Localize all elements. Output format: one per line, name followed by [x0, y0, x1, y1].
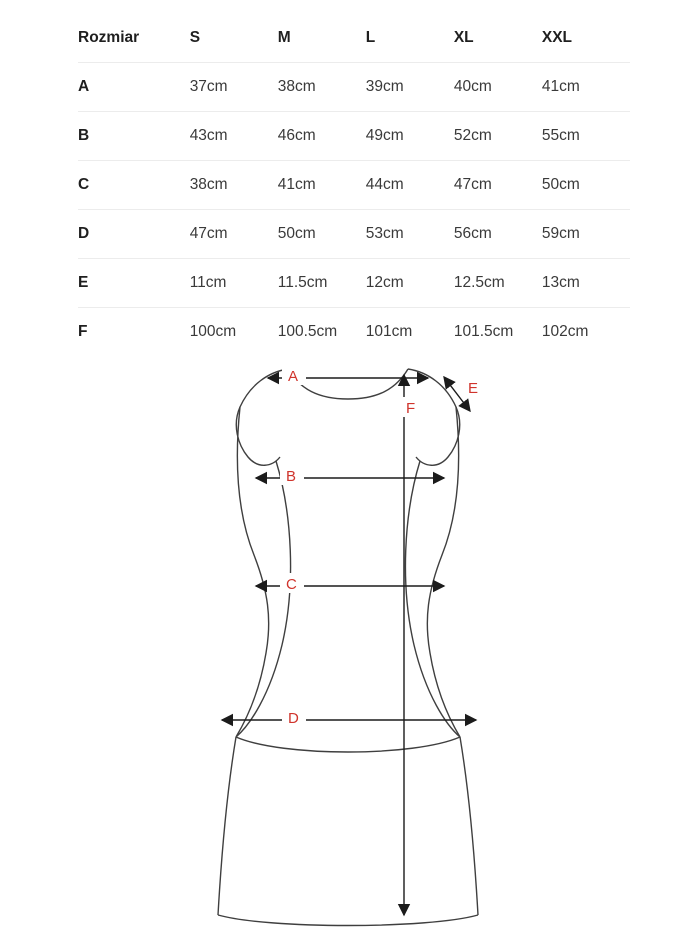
cell-e-xl: 12.5cm [454, 259, 542, 308]
cell-c-l: 44cm [366, 161, 454, 210]
cell-e-xxl: 13cm [542, 259, 630, 308]
column-header-m: M [278, 14, 366, 63]
column-header-xl: XL [454, 14, 542, 63]
size-table [78, 14, 630, 356]
cell-b-m: 46cm [278, 112, 366, 161]
cell-c-m: 41cm [278, 161, 366, 210]
cell-f-s: 100cm [189, 323, 237, 340]
table-row [78, 161, 630, 210]
cell-c-xxl: 50cm [542, 161, 630, 210]
cell-f-xxl: 102cm [541, 323, 589, 340]
cell-e-m: 11.5cm [278, 259, 366, 308]
table-row [78, 259, 630, 308]
cell-d-xxl: 59cm [542, 210, 630, 259]
cell-a-s: 37cm [190, 63, 278, 112]
label-b: B [286, 468, 297, 485]
cell-e-s: 11cm [190, 259, 278, 308]
cell-b-l: 49cm [366, 112, 454, 161]
cell-d-m: 50cm [278, 210, 366, 259]
cell-a-l: 39cm [366, 63, 454, 112]
label-c: C [286, 576, 297, 593]
cell-b-xxl: 55cm [542, 112, 630, 161]
label-e: E [468, 380, 479, 397]
size-table-body [78, 63, 630, 357]
dress-outline [218, 369, 478, 926]
cell-a-xl: 40cm [454, 63, 542, 112]
table-row [78, 63, 630, 112]
table-header-row [78, 14, 630, 63]
column-header-s: S [190, 14, 278, 63]
cell-c-s: 38cm [190, 161, 278, 210]
row-label-a: A [78, 63, 190, 112]
label-f: F [406, 400, 416, 417]
dress-measurement-diagram [0, 345, 700, 933]
cell-b-xl: 52cm [454, 112, 542, 161]
table-row [78, 112, 630, 161]
table-row [78, 210, 630, 259]
table-corner-label: Rozmiar [78, 14, 190, 63]
row-label-f: F [78, 323, 88, 340]
size-table-head [78, 14, 630, 63]
cell-d-xl: 56cm [454, 210, 542, 259]
measurement-labels [280, 365, 478, 727]
row-label-e: E [78, 259, 190, 308]
cell-f-m: 100.5cm [277, 323, 338, 340]
cell-f-xl: 101.5cm [453, 323, 514, 340]
cell-f-l: 101cm [365, 323, 413, 340]
label-d: D [288, 710, 299, 727]
cell-d-s: 47cm [190, 210, 278, 259]
row-label-d: D [78, 210, 190, 259]
measurement-arrows [222, 375, 479, 915]
cell-b-s: 43cm [190, 112, 278, 161]
column-header-xxl: XXL [542, 14, 630, 63]
row-label-b: B [78, 112, 190, 161]
label-a: A [288, 368, 299, 385]
cell-c-xl: 47cm [454, 161, 542, 210]
cell-a-m: 38cm [278, 63, 366, 112]
row-label-c: C [78, 161, 190, 210]
cell-d-l: 53cm [366, 210, 454, 259]
cell-e-l: 12cm [366, 259, 454, 308]
cell-a-xxl: 41cm [542, 63, 630, 112]
column-header-l: L [366, 14, 454, 63]
